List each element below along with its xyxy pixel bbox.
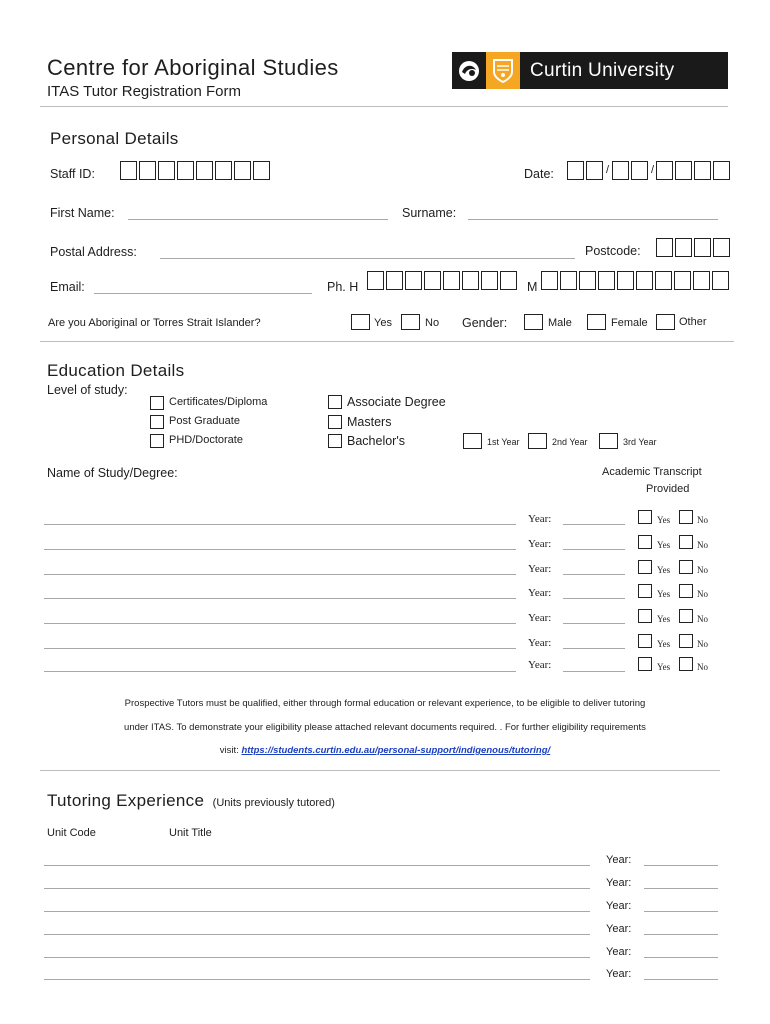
- date-day-input[interactable]: [567, 161, 605, 180]
- level-label: Level of study:: [47, 383, 128, 397]
- study-row-field[interactable]: [44, 549, 516, 550]
- level-masters-checkbox[interactable]: [328, 415, 342, 429]
- year-1-checkbox[interactable]: [463, 433, 482, 449]
- tutoring-row-year-field[interactable]: [644, 979, 718, 980]
- date-sep: /: [651, 164, 655, 176]
- tutoring-heading-note: (Units previously tutored): [212, 797, 335, 809]
- ph-label: Ph. H: [327, 280, 359, 294]
- study-row-year-field[interactable]: [563, 648, 625, 649]
- unit-code-label: Unit Code: [47, 827, 96, 839]
- transcript-no-checkbox[interactable]: [679, 657, 693, 671]
- form-subtitle: ITAS Tutor Registration Form: [47, 83, 241, 100]
- eligibility-note-line2: under ITAS. To demonstrate your eligibility please attached relevant documents required. . For further eligibility requirements: [124, 722, 646, 733]
- header-divider: [40, 106, 728, 107]
- transcript-no-label: No: [697, 614, 708, 624]
- transcript-no-label: No: [697, 589, 708, 599]
- level-postgraduate-label: Post Graduate: [169, 415, 240, 427]
- year-1-label: 1st Year: [487, 437, 520, 447]
- tutoring-row-year-label: Year:: [606, 923, 632, 935]
- tutoring-heading: Tutoring Experience: [47, 791, 205, 810]
- email-label: Email:: [50, 280, 85, 294]
- mobile-label: M: [527, 280, 538, 294]
- tutoring-row-year-label: Year:: [606, 900, 632, 912]
- tutoring-row-year-field[interactable]: [644, 865, 718, 866]
- aboriginal-question: Are you Aboriginal or Torres Strait Islander?: [48, 317, 261, 329]
- gender-male-label: Male: [548, 317, 572, 329]
- level-phd-label: PHD/Doctorate: [169, 434, 243, 446]
- transcript-no-checkbox[interactable]: [679, 634, 693, 648]
- study-row-year-field[interactable]: [563, 671, 625, 672]
- postcode-input[interactable]: [656, 238, 732, 257]
- study-row-year-field[interactable]: [563, 598, 625, 599]
- surname-label: Surname:: [402, 206, 457, 220]
- transcript-no-checkbox[interactable]: [679, 535, 693, 549]
- study-row-field[interactable]: [44, 623, 516, 624]
- transcript-no-checkbox[interactable]: [679, 510, 693, 524]
- personal-heading: Personal Details: [50, 129, 179, 148]
- level-associate-checkbox[interactable]: [328, 395, 342, 409]
- transcript-no-label: No: [697, 540, 708, 550]
- level-masters-label: Masters: [347, 415, 392, 429]
- education-heading: Education Details: [47, 361, 185, 380]
- aboriginal-no-label: No: [425, 317, 440, 329]
- tutoring-row-field[interactable]: [44, 979, 590, 980]
- transcript-yes-label: Yes: [657, 565, 671, 575]
- mobile-phone-input[interactable]: [541, 271, 731, 290]
- postal-label: Postal Address:: [50, 245, 137, 259]
- gender-label: Gender:: [462, 316, 508, 330]
- tutoring-row-field[interactable]: [44, 865, 590, 866]
- form-title: Centre for Aboriginal Studies: [47, 55, 339, 80]
- tutoring-row-year-field[interactable]: [644, 934, 718, 935]
- transcript-yes-label: Yes: [657, 540, 671, 550]
- transcript-no-checkbox[interactable]: [679, 560, 693, 574]
- level-associate-label: Associate Degree: [347, 395, 446, 409]
- transcript-no-checkbox[interactable]: [679, 584, 693, 598]
- logo-text: Curtin University: [530, 59, 675, 81]
- eligibility-link[interactable]: https://students.curtin.edu.au/personal-support/indigenous/tutoring/: [241, 745, 551, 756]
- level-certificates-label: Certificates/Diploma: [169, 396, 268, 408]
- transcript-yes-label: Yes: [657, 662, 671, 672]
- transcript-yes-label: Yes: [657, 639, 671, 649]
- tutoring-row-year-label: Year:: [606, 946, 632, 958]
- tutoring-row-year-field[interactable]: [644, 957, 718, 958]
- date-label: Date:: [524, 167, 554, 181]
- transcript-label: Academic Transcript: [602, 466, 702, 478]
- gender-female-checkbox[interactable]: [587, 314, 606, 330]
- study-row-year-field[interactable]: [563, 574, 625, 575]
- study-row-field[interactable]: [44, 524, 516, 525]
- study-row-field[interactable]: [44, 574, 516, 575]
- section-divider: [40, 341, 734, 342]
- study-row-field[interactable]: [44, 671, 516, 672]
- postcode-label: Postcode:: [585, 244, 641, 258]
- postal-field[interactable]: [160, 258, 575, 259]
- level-bachelors-checkbox[interactable]: [328, 434, 342, 448]
- transcript-no-label: No: [697, 515, 708, 525]
- tutoring-heading-row: [47, 791, 335, 811]
- staff-id-input[interactable]: [120, 161, 272, 180]
- date-month-input[interactable]: [612, 161, 650, 180]
- tutoring-row-year-label: Year:: [606, 877, 632, 889]
- year-2-label: 2nd Year: [552, 437, 588, 447]
- level-phd-checkbox[interactable]: [150, 434, 164, 448]
- eligibility-visit-row: [0, 745, 770, 756]
- study-row-year-label: Year:: [528, 513, 552, 525]
- gender-female-label: Female: [611, 317, 648, 329]
- tutoring-row-field[interactable]: [44, 934, 590, 935]
- study-row-year-label: Year:: [528, 637, 552, 649]
- aboriginal-yes-checkbox[interactable]: [351, 314, 370, 330]
- study-row-field[interactable]: [44, 648, 516, 649]
- transcript-label-2: Provided: [646, 483, 690, 495]
- study-row-year-label: Year:: [528, 587, 552, 599]
- crest-icon: [486, 52, 520, 89]
- study-row-year-label: Year:: [528, 538, 552, 550]
- unit-title-label: Unit Title: [169, 827, 212, 839]
- transcript-yes-checkbox[interactable]: [638, 584, 652, 598]
- year-3-checkbox[interactable]: [599, 433, 618, 449]
- tutoring-row-year-label: Year:: [606, 854, 632, 866]
- tutoring-row-field[interactable]: [44, 957, 590, 958]
- transcript-yes-checkbox[interactable]: [638, 634, 652, 648]
- curtin-logo: [452, 52, 728, 89]
- transcript-yes-checkbox[interactable]: [638, 560, 652, 574]
- staff-id-label: Staff ID:: [50, 167, 95, 181]
- transcript-yes-label: Yes: [657, 614, 671, 624]
- email-field[interactable]: [94, 293, 312, 294]
- section-divider: [40, 770, 720, 771]
- tutoring-row-year-field[interactable]: [644, 911, 718, 912]
- transcript-yes-checkbox[interactable]: [638, 535, 652, 549]
- emblem-icon: [452, 52, 486, 89]
- study-row-year-field[interactable]: [563, 524, 625, 525]
- gender-other-label: Other: [679, 316, 707, 328]
- tutoring-row-field[interactable]: [44, 888, 590, 889]
- gender-other-checkbox[interactable]: [656, 314, 675, 330]
- transcript-no-label: No: [697, 662, 708, 672]
- transcript-yes-checkbox[interactable]: [638, 609, 652, 623]
- level-certificates-checkbox[interactable]: [150, 396, 164, 410]
- study-row-year-label: Year:: [528, 563, 552, 575]
- study-row-field[interactable]: [44, 598, 516, 599]
- date-year-input[interactable]: [656, 161, 732, 180]
- transcript-yes-label: Yes: [657, 589, 671, 599]
- transcript-yes-checkbox[interactable]: [638, 657, 652, 671]
- aboriginal-no-checkbox[interactable]: [401, 314, 420, 330]
- home-phone-input[interactable]: [367, 271, 519, 290]
- surname-field[interactable]: [468, 219, 718, 220]
- level-postgraduate-checkbox[interactable]: [150, 415, 164, 429]
- level-bachelors-label: Bachelor's: [347, 434, 405, 448]
- first-name-label: First Name:: [50, 206, 115, 220]
- transcript-yes-checkbox[interactable]: [638, 510, 652, 524]
- tutoring-row-field[interactable]: [44, 911, 590, 912]
- transcript-no-label: No: [697, 565, 708, 575]
- aboriginal-yes-label: Yes: [374, 317, 392, 329]
- visit-label: visit:: [219, 745, 239, 756]
- transcript-no-label: No: [697, 639, 708, 649]
- study-name-label: Name of Study/Degree:: [47, 466, 178, 480]
- transcript-no-checkbox[interactable]: [679, 609, 693, 623]
- gender-male-checkbox[interactable]: [524, 314, 543, 330]
- first-name-field[interactable]: [128, 219, 388, 220]
- transcript-yes-label: Yes: [657, 515, 671, 525]
- tutoring-row-year-field[interactable]: [644, 888, 718, 889]
- study-row-year-label: Year:: [528, 659, 552, 671]
- study-row-year-label: Year:: [528, 612, 552, 624]
- tutoring-row-year-label: Year:: [606, 968, 632, 980]
- year-3-label: 3rd Year: [623, 437, 657, 447]
- study-row-year-field[interactable]: [563, 623, 625, 624]
- date-sep: /: [606, 164, 610, 176]
- year-2-checkbox[interactable]: [528, 433, 547, 449]
- study-row-year-field[interactable]: [563, 549, 625, 550]
- eligibility-note-line1: Prospective Tutors must be qualified, either through formal education or relevant experience, to be eligible to deliver tutoring: [124, 698, 646, 709]
